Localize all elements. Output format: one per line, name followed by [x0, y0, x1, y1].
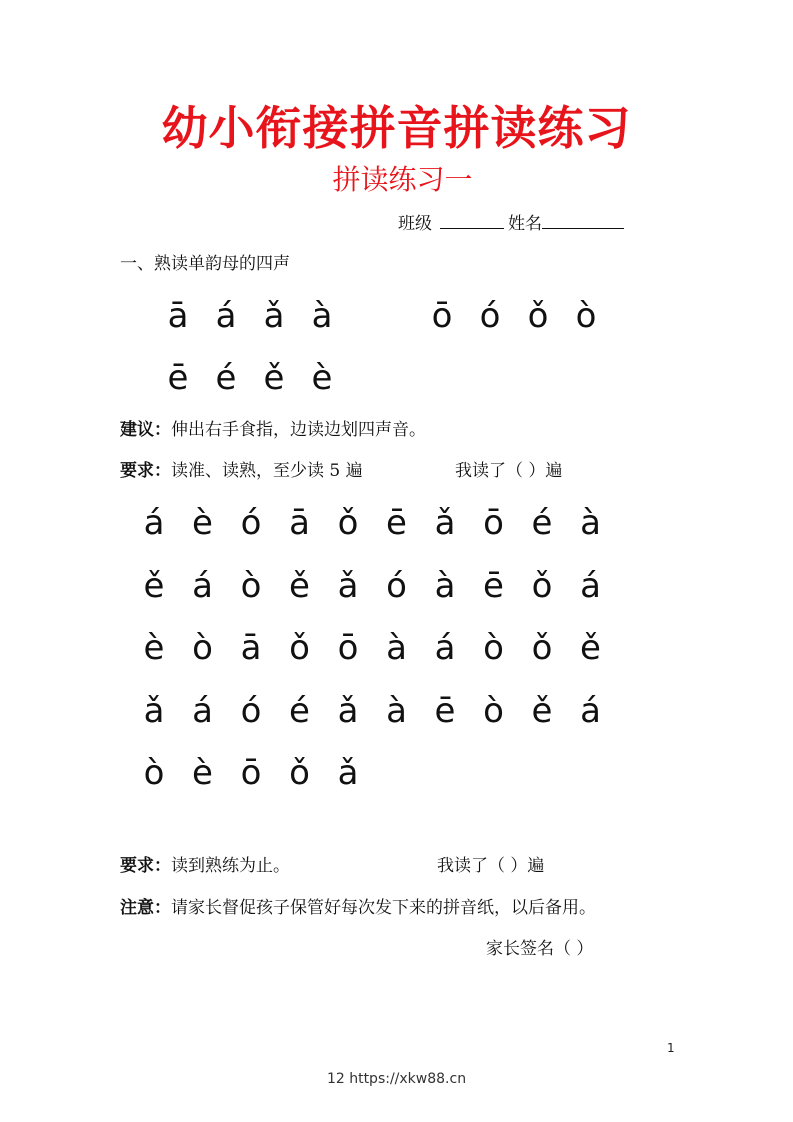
- practice-syllable: ǒ: [531, 565, 553, 606]
- practice-syllable: é: [289, 690, 310, 731]
- tone-syllable: ǎ: [263, 296, 285, 336]
- practice-syllable: ó: [386, 565, 407, 606]
- practice-syllable: ē: [386, 503, 407, 543]
- page-title: 幼小衔接拼音拼读练习: [161, 101, 632, 155]
- practice-syllable: ō: [337, 628, 359, 668]
- practice-syllable: é: [531, 503, 553, 543]
- practice-syllable: è: [143, 628, 165, 668]
- practice-syllable: ǒ: [531, 628, 553, 668]
- practice-syllable: ǎ: [337, 690, 359, 731]
- practice-syllable: ǒ: [289, 753, 310, 793]
- practice-syllable: è: [192, 503, 213, 543]
- class-label: 班级: [398, 214, 432, 234]
- practice-syllable: á: [434, 628, 456, 668]
- parent-signature: 家长签名（ ）: [486, 939, 594, 959]
- practice-syllable: à: [580, 503, 601, 543]
- page-subtitle: 拼读练习一: [332, 163, 473, 196]
- practice-syllable: ó: [240, 690, 262, 731]
- practice-syllable: ō: [240, 753, 262, 793]
- practice-syllable: è: [192, 753, 213, 793]
- practice-syllable: ě: [143, 565, 165, 606]
- practice-syllable: á: [580, 565, 601, 606]
- practice-syllable: ě: [531, 690, 553, 731]
- practice-syllable: ǎ: [337, 753, 359, 793]
- tone-syllable: ō: [431, 296, 453, 336]
- note-line: [120, 896, 596, 920]
- suggestion-text: 伸出右手食指，边读边划四声音。: [171, 420, 426, 440]
- note-text: 请家长督促孩子保管好每次发下来的拼音纸，以后备用。: [171, 898, 596, 918]
- tone-syllable: ē: [167, 358, 189, 398]
- name-blank[interactable]: [542, 210, 624, 229]
- requirement-label: 要求：: [120, 856, 171, 876]
- practice-syllable: ǒ: [289, 628, 310, 668]
- practice-syllable: à: [386, 628, 407, 668]
- class-blank[interactable]: [440, 210, 504, 229]
- requirement-line-2: [120, 854, 290, 878]
- practice-syllable: ě: [580, 628, 601, 668]
- page-number: 1: [667, 1041, 675, 1055]
- tone-syllable: à: [311, 296, 333, 336]
- practice-syllable: ò: [483, 690, 504, 731]
- tone-syllable: ě: [263, 358, 285, 398]
- practice-syllable: ō: [483, 503, 504, 543]
- practice-syllable: ǎ: [143, 690, 165, 731]
- practice-syllable: ǎ: [337, 565, 359, 606]
- tone-syllable: é: [215, 358, 237, 398]
- practice-syllable: á: [192, 690, 213, 731]
- practice-syllable: ǎ: [434, 503, 456, 543]
- practice-syllable: ò: [240, 565, 262, 606]
- footer-url: 12 https://xkw88.cn: [326, 1071, 467, 1087]
- practice-syllable: ě: [289, 565, 310, 606]
- class-name-line: [398, 210, 624, 236]
- practice-syllable: ē: [483, 565, 504, 606]
- practice-syllable: ò: [483, 628, 504, 668]
- practice-syllable: ē: [434, 690, 456, 731]
- practice-syllable: á: [143, 503, 165, 543]
- note-label: 注意：: [120, 898, 171, 918]
- tone-syllable: ò: [575, 296, 597, 336]
- practice-syllable: ó: [240, 503, 262, 543]
- tone-syllable: è: [311, 358, 333, 398]
- practice-syllable: à: [386, 690, 407, 731]
- practice-syllable: à: [434, 565, 456, 606]
- practice-syllable: ò: [192, 628, 213, 668]
- tone-syllable: ó: [479, 296, 501, 336]
- tone-syllable: ǒ: [527, 296, 549, 336]
- tone-syllable: ā: [167, 296, 189, 336]
- read-count-2: 我读了（ ）遍: [437, 856, 545, 876]
- suggestion-label: 建议：: [120, 420, 171, 440]
- section-heading: 一、熟读单韵母的四声: [120, 254, 290, 274]
- practice-syllable: ò: [143, 753, 165, 793]
- suggestion-line: [120, 418, 426, 442]
- name-label: 姓名: [508, 214, 542, 234]
- requirement-label: 要求：: [120, 461, 171, 481]
- practice-syllable: ā: [289, 503, 310, 543]
- practice-syllable: ā: [240, 628, 262, 668]
- practice-syllable: ǒ: [337, 503, 359, 543]
- requirement-text: 读到熟练为止。: [171, 856, 290, 876]
- requirement-text: 读准、读熟，至少读 5 遍: [171, 461, 363, 481]
- practice-syllable: á: [580, 690, 601, 731]
- tone-syllable: á: [215, 296, 237, 336]
- requirement-line-1: [120, 459, 363, 483]
- practice-syllable: á: [192, 565, 213, 606]
- read-count-1: 我读了（ ）遍: [455, 461, 563, 481]
